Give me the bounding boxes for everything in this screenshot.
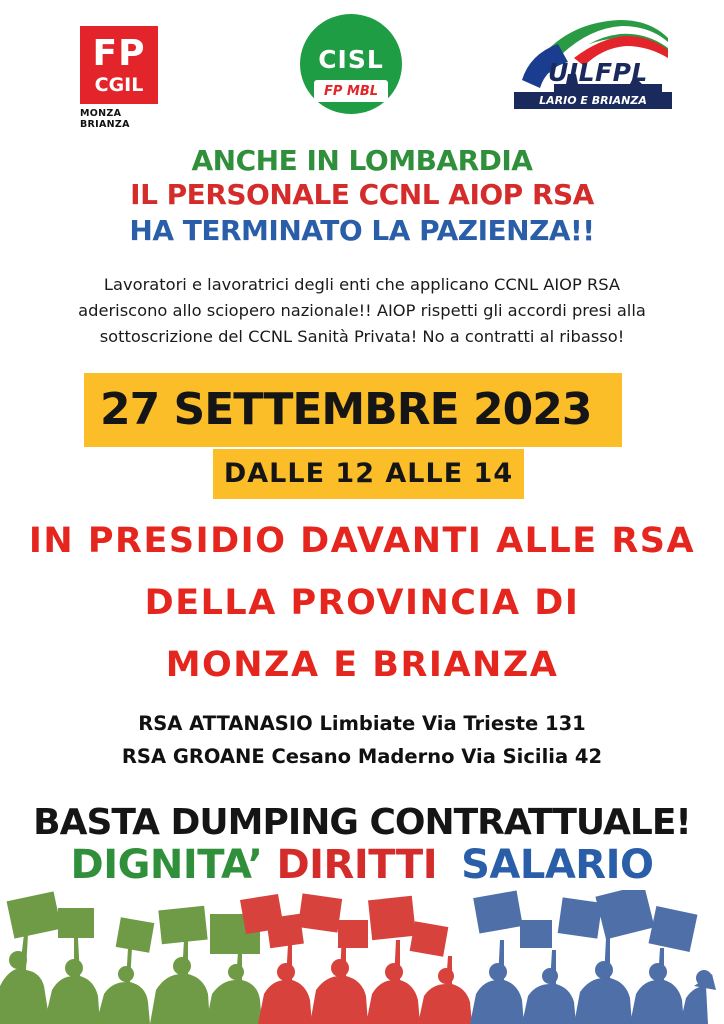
address-2: RSA GROANE Cesano Maderno Via Sicilia 42	[121, 745, 603, 768]
slogan-word-salario: SALARIO	[461, 842, 654, 888]
cisl-logo-name: CISL	[318, 44, 384, 74]
uil-fpl-logo	[510, 18, 672, 110]
fp-cgil-logo-subtitle: MONZA BRIANZA	[80, 108, 130, 130]
event-date: 27 SETTEMBRE 2023	[100, 384, 592, 435]
headline-line-3: HA TERMINATO LA PAZIENZA!!	[129, 214, 595, 247]
fp-cgil-logo-fp: FP	[92, 32, 146, 74]
headline-line-2: IL PERSONALE CCNL AIOP RSA	[130, 178, 594, 211]
green-protesters-icon	[0, 891, 262, 1024]
presidio-line-3: MONZA E BRIANZA	[165, 645, 559, 685]
intro-line-3: sottoscrizione del CCNL Sanità Privata! No a contratti al ribasso!	[99, 327, 625, 346]
intro-line-1: Lavoratori e lavoratrici degli enti che applicano CCNL AIOP RSA	[103, 275, 621, 294]
values-slogan	[0, 842, 724, 888]
fp-cgil-logo-cgil: CGIL	[94, 73, 144, 96]
red-protesters-icon	[240, 893, 472, 1024]
protest-crowd-illustration	[0, 890, 724, 1024]
cisl-logo	[300, 14, 402, 114]
slogan-word-diritti: DIRITTI	[276, 842, 438, 888]
uil-fpl-logo-band: LARIO E BRIANZA	[514, 92, 672, 109]
fp-cgil-logo-box	[80, 26, 158, 104]
blue-protesters-icon	[470, 890, 716, 1024]
cisl-logo-ribbon	[314, 80, 388, 102]
slogan-word-dignita: DIGNITA’	[70, 842, 263, 888]
uil-fpl-logo-name: UILFPL	[548, 58, 648, 87]
main-slogan: BASTA DUMPING CONTRATTUALE!	[33, 802, 691, 843]
fp-cgil-logo	[80, 26, 162, 130]
address-1: RSA ATTANASIO Limbiate Via Trieste 131	[138, 712, 586, 735]
presidio-line-2: DELLA PROVINCIA DI	[144, 583, 580, 623]
intro-line-2: aderiscono allo sciopero nazionale!! AIOP rispetti gli accordi presi alla	[78, 301, 646, 320]
intro-paragraph	[30, 272, 694, 350]
headline-line-1: ANCHE IN LOMBARDIA	[191, 144, 533, 177]
event-time: DALLE 12 ALLE 14	[223, 458, 514, 489]
presidio-line-1: IN PRESIDIO DAVANTI ALLE RSA	[28, 521, 696, 561]
cisl-logo-ribbon-text: FP MBL	[323, 83, 379, 99]
